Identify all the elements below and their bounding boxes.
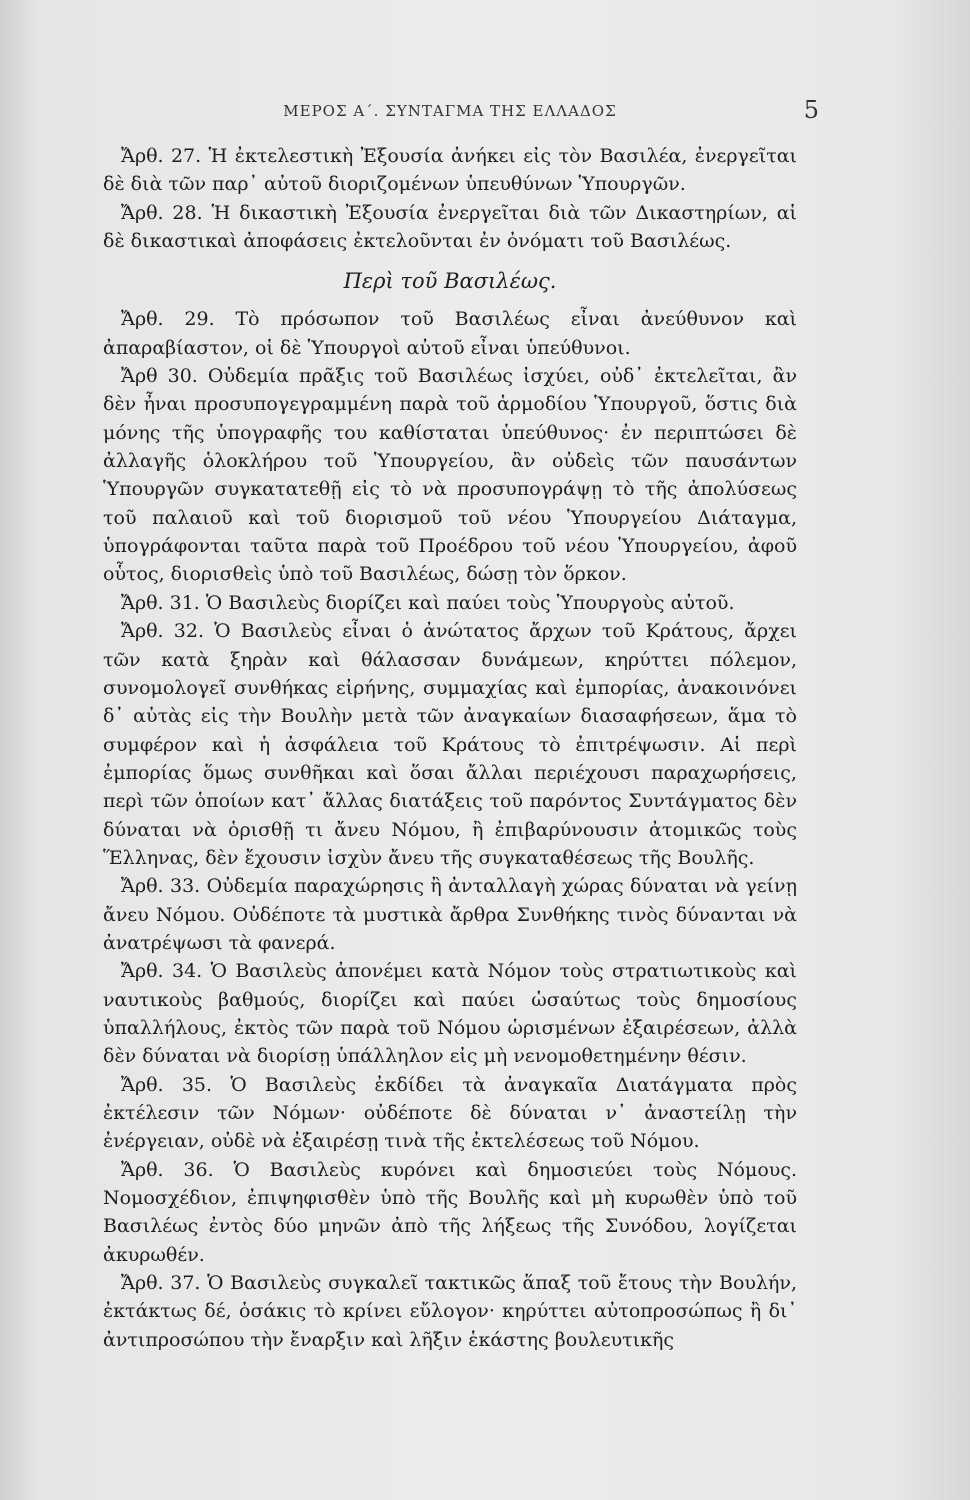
article-28: Ἄρθ. 28. Ἡ δικαστικὴ Ἐξουσία ἐνεργεῖται διὰ τῶν Δικαστηρίων, αἱ δὲ δικαστικαὶ ἀποφάσεις ἐκτελοῦνται ἐν ὀνόματι τοῦ Βασιλέως. (103, 201, 797, 253)
article-27: Ἄρθ. 27. Ἡ ἐκτελεστικὴ Ἐξουσία ἀνήκει εἰς τὸν Βασιλέα, ἐνεργεῖται δὲ διὰ τῶν παρ᾽ αὐτοῦ διοριζομένων ὑπευθύνων Ὑπουργῶν. (103, 145, 797, 196)
running-title: ΜΕΡΟΣ Α΄. ΣΥΝΤΑΓΜΑ ΤΗΣ ΕΛΛΑΔΟΣ (283, 102, 617, 120)
body-text (103, 142, 797, 1354)
article-33: Ἄρθ. 33. Οὐδεμία παραχώρησις ἢ ἀνταλλαγὴ χώρας δύναται νὰ γείνῃ ἄνευ Νόμου. Οὐδέποτε τὰ μυστικὰ ἄρθρα Συνθήκης τινὸς δύνανται νὰ ἀνατρέψωσι τὰ φανερά. (103, 875, 797, 954)
article-31: Ἄρθ. 31. Ὁ Βασιλεὺς διορίζει καὶ παύει τοὺς Ὑπουργοὺς αὐτοῦ. (121, 591, 735, 614)
section-heading: Περὶ τοῦ Βασιλέως. (343, 269, 557, 294)
article-36: Ἄρθ. 36. Ὁ Βασιλεὺς κυρόνει καὶ δημοσιεύει τοὺς Νόμους. Νομοσχέδιον, ἐπιψηφισθὲν ὑπὸ τῆς Βουλῆς καὶ μὴ κυρωθὲν ὑπὸ τοῦ Βασιλέως ἐντὸς δύο μηνῶν ἀπὸ τῆς λήξεως τῆς Συνόδου, λογίζεται ἀκυρωθέν. (103, 1158, 797, 1266)
article-32: Ἄρθ. 32. Ὁ Βασιλεὺς εἶναι ὁ ἀνώτατος ἄρχων τοῦ Κράτους, ἄρχει τῶν κατὰ ξηρὰν καὶ θάλασσαν δυνάμεων, κηρύττει πόλεμον, συνομολογεῖ συνθήκας εἰρήνης, συμμαχίας καὶ ἐμπορίας, ἀνακοινόνει δ᾽ αὐτὰς εἰς τὴν Βουλὴν μετὰ τῶν ἀναγκαίων διασαφήσεων, ἅμα τὸ συμφέρον καὶ ἡ ἀσφάλεια τοῦ Κράτους τὸ ἐπιτρέψωσιν. Αἱ περὶ ἐμπορίας ὅμως συνθῆκαι καὶ ὅσαι ἄλλαι περιέχουσι παραχωρήσεις, περὶ τῶν ὁποίων κατ᾽ ἄλλας διατάξεις τοῦ παρόντος Συντάγματος δὲν δύναται νὰ ὁρισθῇ τι ἄνευ Νόμου, ἢ ἐπιβαρύνουσιν ἀτομικῶς τοὺς Ἕλληνας, δὲν ἔχουσιν ἰσχὺν ἄνευ τῆς συγκαταθέσεως τῆς Βουλῆς. (103, 620, 797, 869)
article-30: Ἄρθ 30. Οὐδεμία πρᾶξις τοῦ Βασιλέως ἰσχύει, οὐδ᾽ ἐκτελεῖται, ἂν δὲν ἦναι προσυπογεγραμμένη παρὰ τοῦ ἁρμοδίου Ὑπουργοῦ, ὅστις διὰ μόνης τῆς ὑπογραφῆς του καθίσταται ὑπεύθυνος· ἐν περιπτώσει δὲ ἀλλαγῆς ὁλοκλήρου τοῦ Ὑπουργείου, ἂν οὐδεὶς τῶν παυσάντων Ὑπουργῶν συγκατατεθῇ εἰς τὸ νὰ προσυπογράψῃ τὸ τῆς ἀπολύσεως τοῦ παλαιοῦ καὶ τοῦ διορισμοῦ τοῦ νέου Ὑπουργείου Διάταγμα, ὑπογράφονται ταῦτα παρὰ τοῦ Προέδρου τοῦ νέου Ὑπουργείου, ἀφοῦ οὗτος, διορισθεὶς ὑπὸ τοῦ Βασιλέως, δώσῃ τὸν ὅρκον. (103, 365, 797, 586)
article-34: Ἄρθ. 34. Ὁ Βασιλεὺς ἀπονέμει κατὰ Νόμον τοὺς στρατιωτικοὺς καὶ ναυτικοὺς βαθμούς, διορίζει καὶ παύει ὡσαύτως τοὺς δημοσίους ὑπαλλήλους, ἐκτὸς τῶν παρὰ τοῦ Νόμου ὡρισμένων ἐξαιρέσεων, ἀλλὰ δὲν δύναται νὰ διορίσῃ ὑπάλληλον εἰς μὴ νενομοθετημένην θέσιν. (103, 960, 797, 1068)
page-number: 5 (803, 96, 820, 124)
article-37: Ἄρθ. 37. Ὁ Βασιλεὺς συγκαλεῖ τακτικῶς ἅπαξ τοῦ ἔτους τὴν Βουλήν, ἐκτάκτως δέ, ὁσάκις τὸ κρίνει εὔλογον· κηρύττει αὐτοπροσώπως ἢ δι᾽ ἀντιπροσώπου τὴν ἔναρξιν καὶ λῆξιν ἑκάστης βουλευτικῆς (103, 1272, 797, 1351)
article-29: Ἄρθ. 29. Τὸ πρόσωπον τοῦ Βασιλέως εἶναι ἀνεύθυνον καὶ ἀπαραβίαστον, οἱ δὲ Ὑπουργοὶ αὐτοῦ εἶναι ὑπεύθυνοι. (103, 308, 797, 359)
article-35: Ἄρθ. 35. Ὁ Βασιλεὺς ἐκδίδει τὰ ἀναγκαῖα Διατάγματα πρὸς ἐκτέλεσιν τῶν Νόμων· οὐδέποτε δὲ δύναται ν᾽ ἀναστείλῃ τὴν ἐνέργειαν, οὐδὲ νὰ ἐξαιρέσῃ τινὰ τῆς ἐκτελέσεως τοῦ Νόμου. (103, 1073, 797, 1153)
